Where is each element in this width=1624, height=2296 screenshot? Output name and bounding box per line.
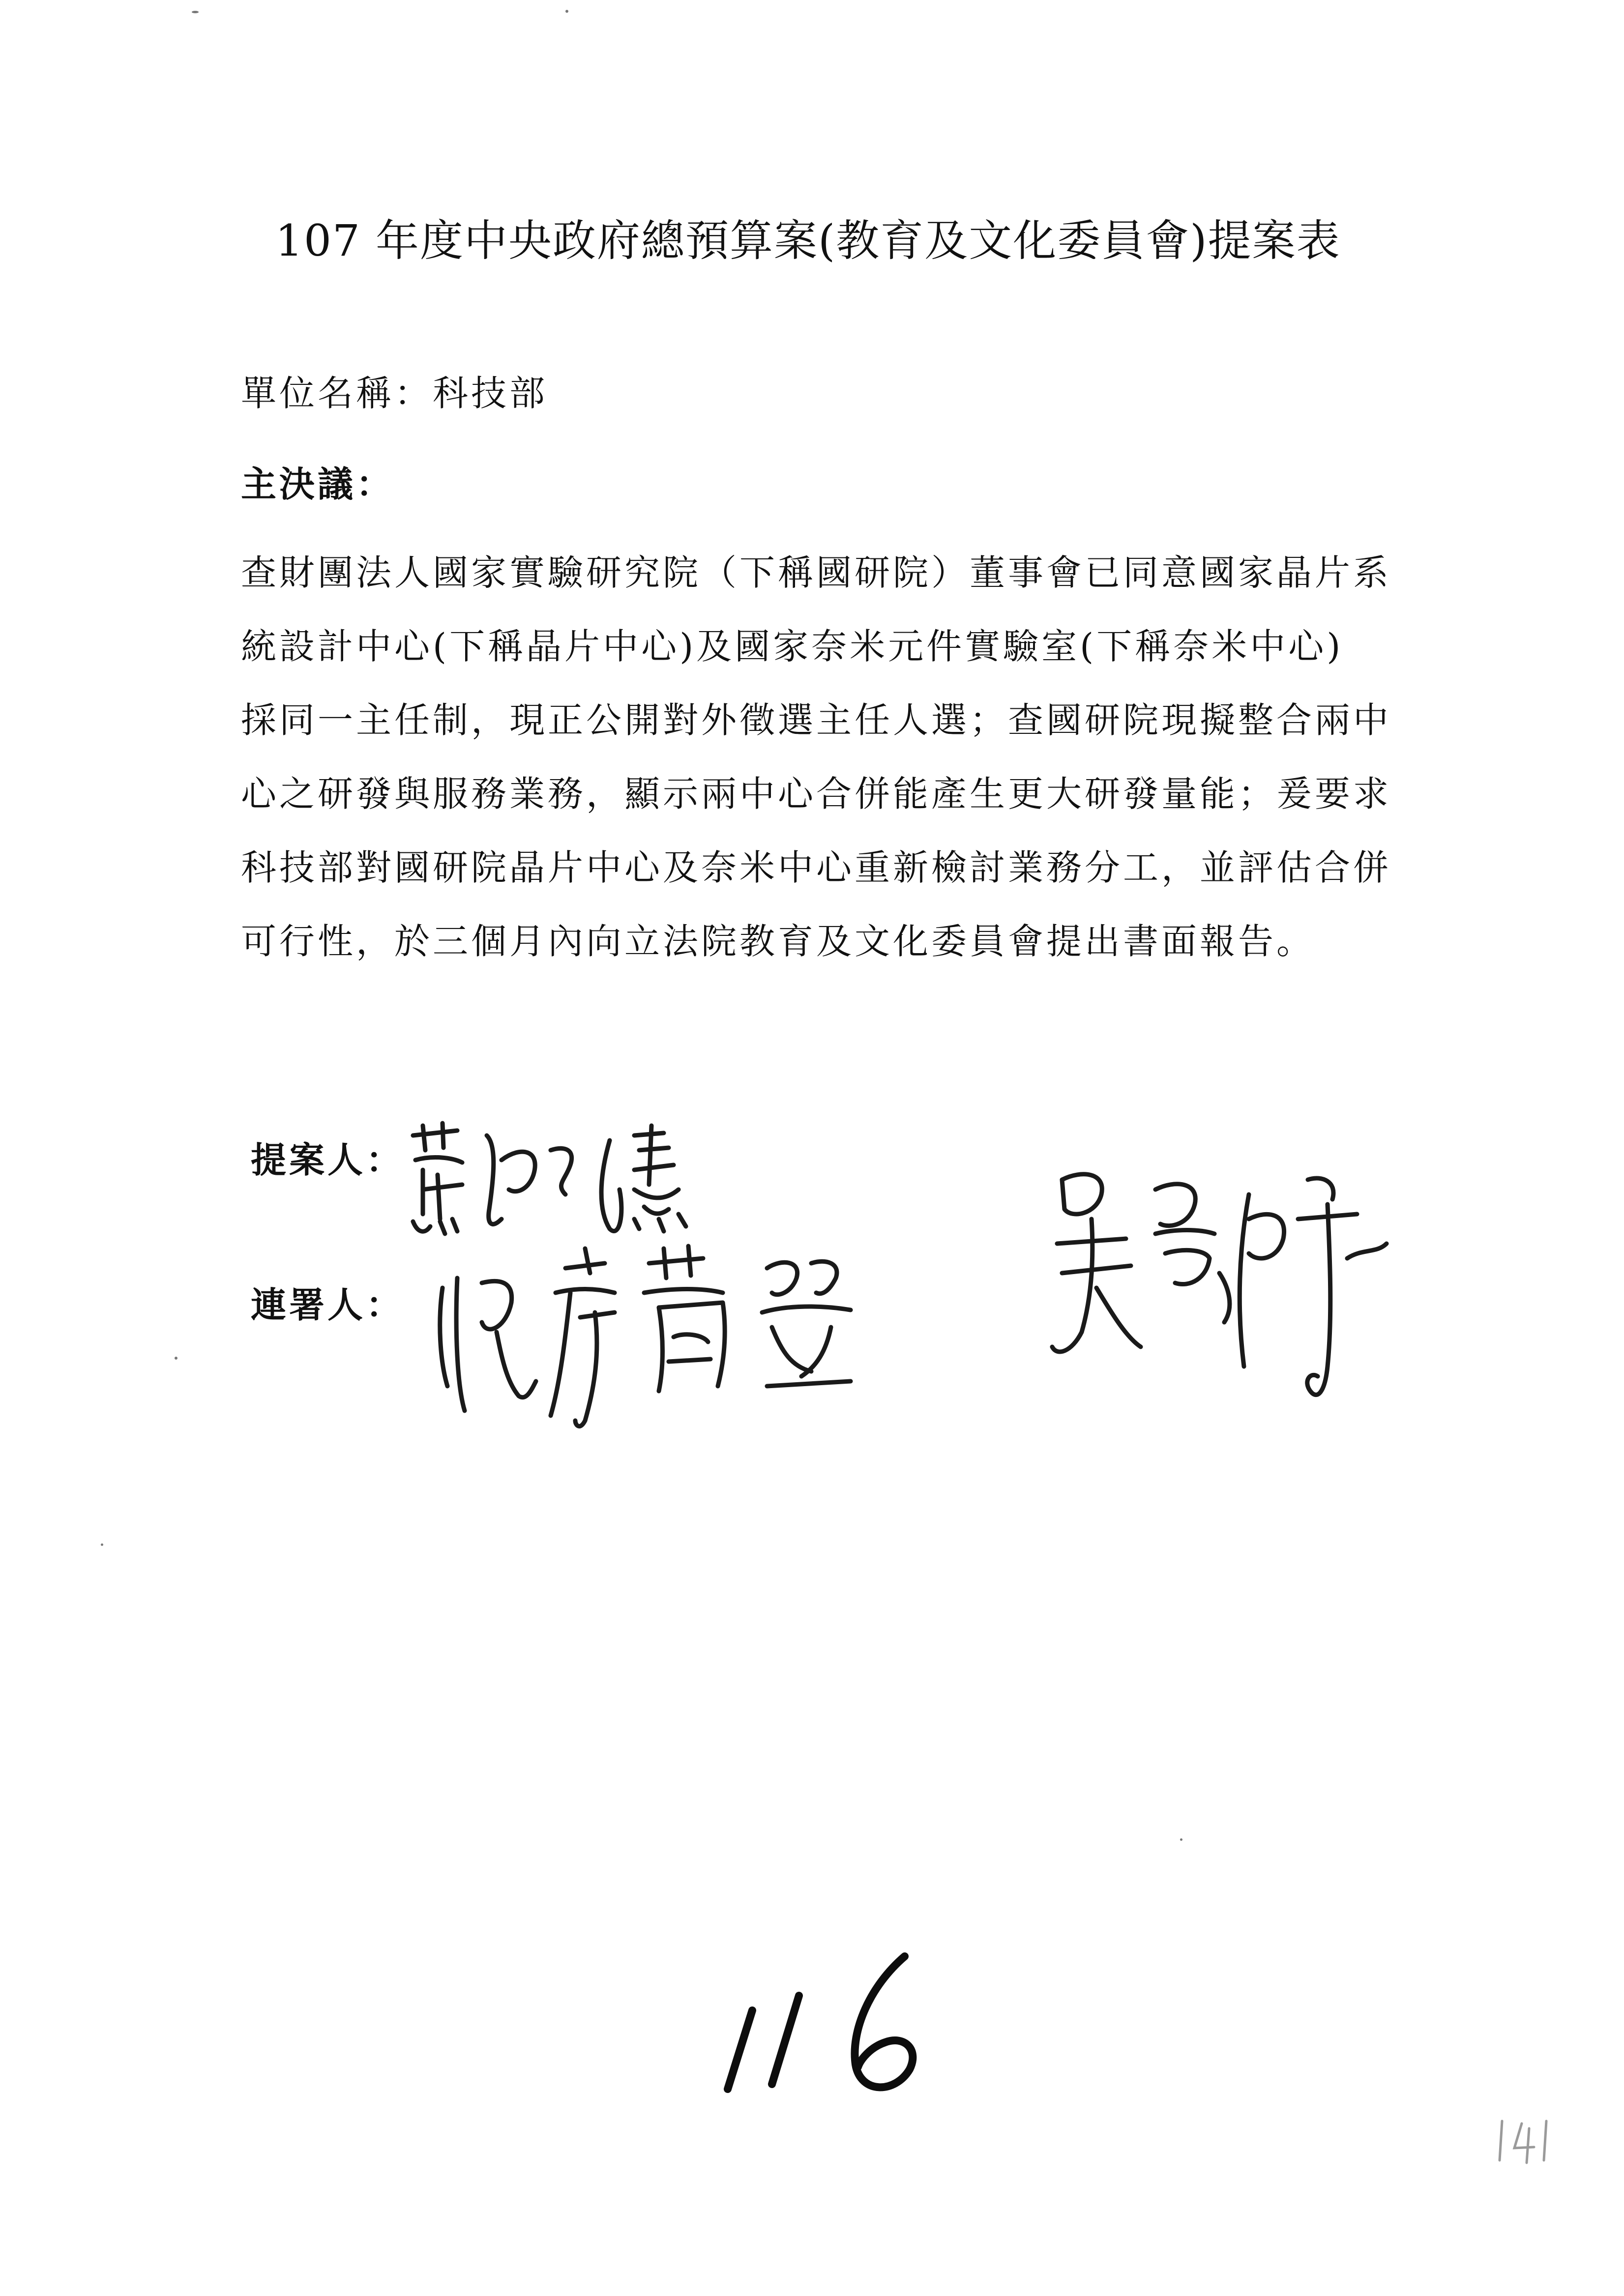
scan-speck	[192, 11, 199, 13]
proposer-label: 提案人：	[251, 1139, 405, 1181]
scan-speck	[1180, 1838, 1182, 1841]
body-line-1: 查財團法人國家實驗研究院（下稱國研院）董事會已同意國家晶片系	[241, 552, 1392, 593]
document-title: 107 年度中央政府總預算案(教育及文化委員會)提案表	[275, 215, 1341, 266]
resolution-body	[241, 548, 1401, 990]
body-line-3: 採同一主任制，現正公開對外徵選主任人選；查國研院現擬整合兩中	[241, 699, 1392, 741]
cosigner-signature-2	[1042, 1160, 1396, 1416]
cosigner-label: 連署人：	[251, 1284, 405, 1326]
scan-speck	[175, 1357, 177, 1360]
resolution-heading: 主決議：	[241, 463, 395, 505]
body-line-2: 統設計中心(下稱晶片中心)及國家奈米元件實驗室(下稱奈米中心)	[241, 626, 1344, 667]
cosigner-signature-1	[428, 1224, 988, 1440]
body-line-6: 可行性，於三個月內向立法院教育及文化委員會提出書面報告。	[241, 921, 1315, 962]
handwritten-page-number	[708, 1947, 964, 2104]
body-line-4: 心之研發與服務業務，顯示兩中心合併能產生更大研發量能；爰要求	[241, 773, 1392, 814]
unit-name-line: 單位名稱：科技部	[241, 373, 548, 414]
scan-speck	[565, 10, 568, 13]
scan-speck	[101, 1543, 103, 1546]
body-line-5: 科技部對國研院晶片中心及奈米中心重新檢討業務分工，並評估合併	[241, 847, 1392, 888]
corner-archive-mark	[1495, 2114, 1554, 2168]
